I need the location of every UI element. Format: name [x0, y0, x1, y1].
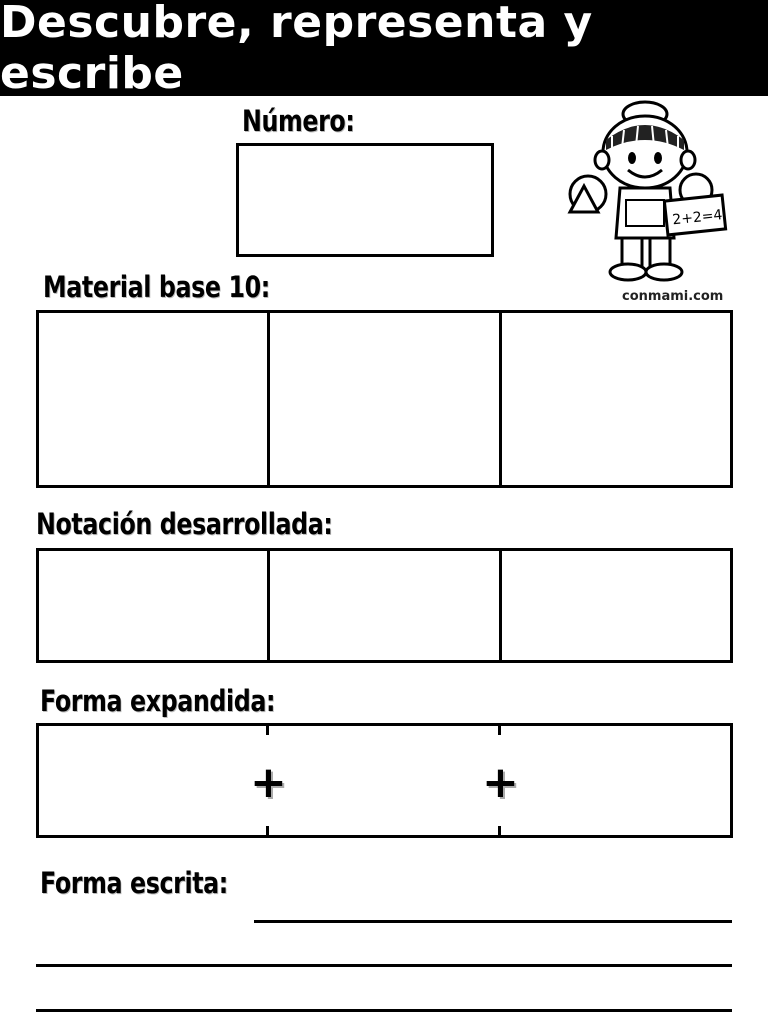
- board-text: 2+2=4: [671, 207, 724, 229]
- expandida-divider-bottom-1: [266, 826, 269, 838]
- title-banner: [0, 0, 768, 99]
- plus-sign-1: +: [250, 757, 287, 808]
- plus-sign-2: +: [482, 757, 519, 808]
- notacion-cell-1[interactable]: [39, 551, 270, 660]
- material-cell-3[interactable]: [502, 313, 730, 485]
- escrita-line-2[interactable]: [36, 964, 732, 967]
- page-title: Descubre, representa y escribe: [0, 0, 593, 99]
- notacion-label: Notación desarrollada:: [36, 507, 333, 541]
- escrita-label: Forma escrita:: [40, 866, 228, 900]
- notacion-grid: [36, 548, 733, 663]
- numero-label: Número:: [242, 104, 355, 138]
- escrita-line-1[interactable]: [254, 920, 732, 923]
- brand-text: conmami.com: [622, 289, 724, 304]
- material-cell-1[interactable]: [39, 313, 270, 485]
- escrita-line-3[interactable]: [36, 1009, 732, 1012]
- notacion-cell-3[interactable]: [502, 551, 730, 660]
- expandida-label: Forma expandida:: [40, 684, 276, 718]
- material-base-10-grid: [36, 310, 733, 488]
- expandida-divider-top-2: [498, 723, 501, 735]
- expandida-divider-bottom-2: [498, 826, 501, 838]
- expandida-divider-top-1: [266, 723, 269, 735]
- notacion-cell-2[interactable]: [270, 551, 501, 660]
- girl-illustration-icon: [562, 100, 732, 290]
- material-cell-2[interactable]: [270, 313, 501, 485]
- expandida-answer-box[interactable]: [36, 723, 733, 838]
- material-label: Material base 10:: [43, 270, 270, 304]
- numero-answer-box[interactable]: [236, 143, 494, 257]
